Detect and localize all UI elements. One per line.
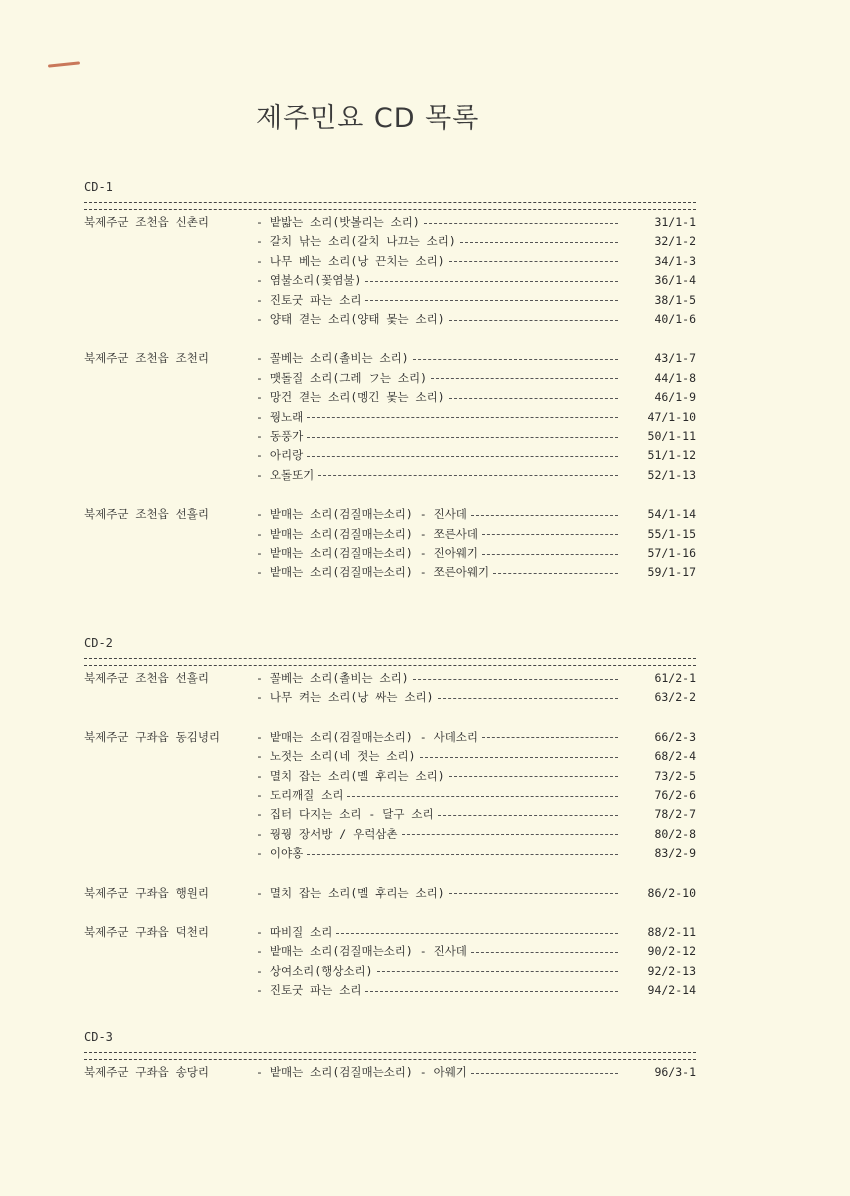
leader-dashes bbox=[420, 757, 618, 758]
track-number: 52/1-13 bbox=[647, 467, 696, 482]
song-title: - 양태 겯는 소리(양태 몿는 소리) bbox=[256, 312, 445, 326]
song-entry bbox=[256, 369, 624, 387]
song-title: - 갈치 낚는 소리(갈치 나끄는 소리) bbox=[256, 234, 456, 249]
track-number: 47/1-10 bbox=[647, 409, 696, 424]
track-number: 50/1-11 bbox=[647, 429, 696, 443]
track-number: 34/1-3 bbox=[654, 253, 696, 268]
track-number: 32/1-2 bbox=[654, 234, 696, 249]
location-label: 북제주군 조천읍 조천리 bbox=[84, 351, 209, 366]
catalog-row bbox=[84, 232, 696, 250]
catalog-row bbox=[84, 369, 696, 387]
song-entry bbox=[256, 466, 624, 484]
song-entry bbox=[256, 1063, 624, 1081]
location-label: 북제주군 구좌읍 덕천리 bbox=[84, 925, 209, 939]
song-entry bbox=[256, 291, 624, 309]
song-title: - 동풍가 bbox=[256, 429, 304, 443]
catalog-row bbox=[84, 728, 696, 746]
leader-dashes bbox=[438, 815, 618, 816]
catalog-row bbox=[84, 466, 696, 484]
track-number: 43/1-7 bbox=[654, 351, 696, 366]
leader-dashes bbox=[471, 1073, 618, 1074]
track-number: 83/2-9 bbox=[654, 846, 696, 861]
catalog-row bbox=[84, 1063, 696, 1081]
catalog-row bbox=[84, 884, 696, 902]
leader-dashes bbox=[307, 437, 618, 438]
catalog-row bbox=[84, 291, 696, 309]
leader-dashes bbox=[347, 796, 618, 797]
leader-dashes bbox=[377, 971, 618, 972]
catalog-row bbox=[84, 962, 696, 980]
leader-dashes bbox=[482, 534, 618, 535]
leader-dashes bbox=[365, 991, 618, 992]
song-entry bbox=[256, 271, 624, 289]
catalog-row bbox=[84, 408, 696, 426]
catalog-row bbox=[84, 844, 696, 862]
catalog-row bbox=[84, 688, 696, 706]
track-number: 90/2-12 bbox=[647, 944, 696, 959]
catalog-row bbox=[84, 747, 696, 765]
song-title: - 진토굿 파는 소리 bbox=[256, 292, 362, 307]
leader-dashes bbox=[460, 242, 618, 243]
leader-dashes bbox=[413, 679, 618, 680]
track-number: 86/2-10 bbox=[647, 885, 696, 900]
song-title: - 밭매는 소리(검질매는소리) - 쪼른아웨기 bbox=[256, 565, 490, 580]
leader-dashes bbox=[318, 475, 618, 476]
song-title: - 따비질 소리 bbox=[256, 925, 333, 939]
page-title: 제주민요 CD 목록 bbox=[256, 103, 480, 134]
song-entry bbox=[256, 825, 624, 843]
song-title: - 맷돌질 소리(그레 フ는 소리) bbox=[256, 370, 428, 385]
song-entry bbox=[256, 747, 624, 765]
song-entry bbox=[256, 446, 624, 464]
song-title: - 상여소리(행상소리) bbox=[256, 963, 373, 978]
song-title: - 멸치 잡는 소리(멜 후리는 소리) bbox=[256, 885, 445, 900]
song-title: - 밭매는 소리(검질매는소리) - 진아웨기 bbox=[256, 546, 479, 560]
song-title: - 집터 다지는 소리 - 달구 소리 bbox=[256, 807, 434, 822]
leader-dashes bbox=[482, 737, 618, 738]
catalog-row bbox=[84, 388, 696, 406]
song-entry bbox=[256, 427, 624, 445]
leader-dashes bbox=[493, 573, 618, 574]
leader-dashes bbox=[307, 417, 618, 418]
catalog-row bbox=[84, 805, 696, 823]
leader-dashes bbox=[336, 933, 618, 934]
song-title: - 염불소리(꽃염불) bbox=[256, 273, 362, 288]
song-entry bbox=[256, 408, 624, 426]
song-title: - 밭매는 소리(검질매는소리) - 아웨기 bbox=[256, 1065, 467, 1079]
catalog-row bbox=[84, 446, 696, 464]
catalog-row bbox=[84, 669, 696, 687]
track-number: 80/2-8 bbox=[654, 826, 696, 841]
leader-dashes bbox=[413, 359, 618, 360]
song-title: - 이야홍 bbox=[256, 846, 304, 861]
cd-label: CD-1 bbox=[84, 180, 113, 194]
leader-dashes bbox=[307, 854, 618, 855]
separator-line bbox=[84, 658, 696, 666]
leader-dashes bbox=[471, 952, 618, 953]
song-entry bbox=[256, 981, 624, 999]
track-number: 51/1-12 bbox=[647, 448, 696, 463]
separator-line bbox=[84, 1052, 696, 1060]
leader-dashes bbox=[449, 261, 618, 262]
song-entry bbox=[256, 505, 624, 523]
song-title: - 진토굿 파는 소리 bbox=[256, 983, 362, 998]
song-title: - 꼴베는 소리(촐비는 소리) bbox=[256, 671, 409, 685]
leader-dashes bbox=[365, 300, 618, 301]
song-title: - 망건 겯는 소리(멩긴 몿는 소리) bbox=[256, 390, 445, 405]
song-title: - 밭매는 소리(검질매는소리) - 사데소리 bbox=[256, 729, 479, 744]
song-entry bbox=[256, 563, 624, 581]
song-title: - 꿩꿩 장서방 / 우럭삼촌 bbox=[256, 826, 398, 841]
track-number: 68/2-4 bbox=[654, 749, 696, 764]
location-label: 북제주군 구좌읍 동김녕리 bbox=[84, 729, 221, 744]
catalog-row bbox=[84, 786, 696, 804]
track-number: 96/3-1 bbox=[654, 1065, 696, 1079]
catalog-row bbox=[84, 544, 696, 562]
song-entry bbox=[256, 388, 624, 406]
song-title: - 밭매는 소리(검질매는소리) - 쪼른사데 bbox=[256, 526, 479, 541]
track-number: 88/2-11 bbox=[647, 925, 696, 939]
catalog-row bbox=[84, 252, 696, 270]
track-number: 44/1-8 bbox=[654, 370, 696, 385]
cd-label: CD-3 bbox=[84, 1030, 113, 1044]
track-number: 38/1-5 bbox=[654, 292, 696, 307]
song-entry bbox=[256, 544, 624, 562]
leader-dashes bbox=[307, 456, 618, 457]
catalog-row bbox=[84, 505, 696, 523]
catalog-row bbox=[84, 427, 696, 445]
leader-dashes bbox=[449, 320, 618, 321]
track-number: 54/1-14 bbox=[647, 507, 696, 522]
catalog-row bbox=[84, 525, 696, 543]
location-label: 북제주군 조천읍 선흘리 bbox=[84, 671, 209, 685]
song-title: - 밭매는 소리(검질매는소리) - 진사데 bbox=[256, 944, 467, 959]
song-entry bbox=[256, 349, 624, 367]
catalog-row bbox=[84, 271, 696, 289]
catalog-row bbox=[84, 563, 696, 581]
song-title: - 오돌또기 bbox=[256, 467, 315, 482]
track-number: 63/2-2 bbox=[654, 690, 696, 705]
leader-dashes bbox=[431, 378, 618, 379]
song-title: - 나무 베는 소리(낭 끈치는 소리) bbox=[256, 253, 445, 268]
catalog-row bbox=[84, 825, 696, 843]
catalog-row bbox=[84, 923, 696, 941]
leader-dashes bbox=[402, 834, 618, 835]
song-entry bbox=[256, 942, 624, 960]
track-number: 46/1-9 bbox=[654, 390, 696, 405]
song-title: - 밭밟는 소리(밧볼리는 소리) bbox=[256, 215, 420, 229]
song-title: - 나무 켜는 소리(낭 싸는 소리) bbox=[256, 690, 434, 705]
track-number: 36/1-4 bbox=[654, 273, 696, 288]
catalog-row bbox=[84, 981, 696, 999]
song-entry bbox=[256, 213, 624, 231]
cd-label: CD-2 bbox=[84, 636, 113, 650]
leader-dashes bbox=[424, 223, 618, 224]
song-entry bbox=[256, 728, 624, 746]
song-entry bbox=[256, 923, 624, 941]
track-number: 55/1-15 bbox=[647, 526, 696, 541]
song-entry bbox=[256, 688, 624, 706]
song-title: - 도리깨질 소리 bbox=[256, 788, 344, 802]
song-entry bbox=[256, 884, 624, 902]
catalog-row bbox=[84, 213, 696, 231]
track-number: 40/1-6 bbox=[654, 312, 696, 326]
song-entry bbox=[256, 252, 624, 270]
track-number: 76/2-6 bbox=[654, 788, 696, 802]
song-entry bbox=[256, 669, 624, 687]
location-label: 북제주군 구좌읍 행원리 bbox=[84, 885, 209, 900]
ink-mark bbox=[48, 61, 80, 67]
leader-dashes bbox=[449, 398, 618, 399]
song-title: - 꼴베는 소리(촐비는 소리) bbox=[256, 351, 409, 366]
catalog-row bbox=[84, 310, 696, 328]
song-entry bbox=[256, 232, 624, 250]
location-label: 북제주군 조천읍 선흘리 bbox=[84, 507, 209, 522]
song-title: - 밭매는 소리(검질매는소리) - 진사데 bbox=[256, 507, 467, 522]
song-entry bbox=[256, 805, 624, 823]
track-number: 73/2-5 bbox=[654, 768, 696, 783]
song-entry bbox=[256, 962, 624, 980]
track-number: 61/2-1 bbox=[654, 671, 696, 685]
song-title: - 꿩노래 bbox=[256, 409, 304, 424]
track-number: 94/2-14 bbox=[647, 983, 696, 998]
song-entry bbox=[256, 786, 624, 804]
song-title: - 멸치 잡는 소리(멜 후리는 소리) bbox=[256, 768, 445, 783]
song-title: - 노젓는 소리(네 젓는 소리) bbox=[256, 749, 416, 764]
song-entry bbox=[256, 844, 624, 862]
catalog-row bbox=[84, 767, 696, 785]
leader-dashes bbox=[482, 554, 618, 555]
track-number: 59/1-17 bbox=[647, 565, 696, 580]
location-label: 북제주군 조천읍 신촌리 bbox=[84, 215, 209, 229]
song-entry bbox=[256, 310, 624, 328]
song-entry bbox=[256, 767, 624, 785]
track-number: 31/1-1 bbox=[654, 215, 696, 229]
leader-dashes bbox=[449, 776, 618, 777]
track-number: 78/2-7 bbox=[654, 807, 696, 822]
catalog-row bbox=[84, 942, 696, 960]
song-entry bbox=[256, 525, 624, 543]
track-number: 66/2-3 bbox=[654, 729, 696, 744]
track-number: 57/1-16 bbox=[647, 546, 696, 560]
song-title: - 아리랑 bbox=[256, 448, 304, 463]
leader-dashes bbox=[365, 281, 618, 282]
separator-line bbox=[84, 202, 696, 210]
location-label: 북제주군 구좌읍 송당리 bbox=[84, 1065, 209, 1079]
catalog-row bbox=[84, 349, 696, 367]
track-number: 92/2-13 bbox=[647, 963, 696, 978]
leader-dashes bbox=[471, 515, 618, 516]
leader-dashes bbox=[449, 893, 618, 894]
leader-dashes bbox=[438, 698, 618, 699]
